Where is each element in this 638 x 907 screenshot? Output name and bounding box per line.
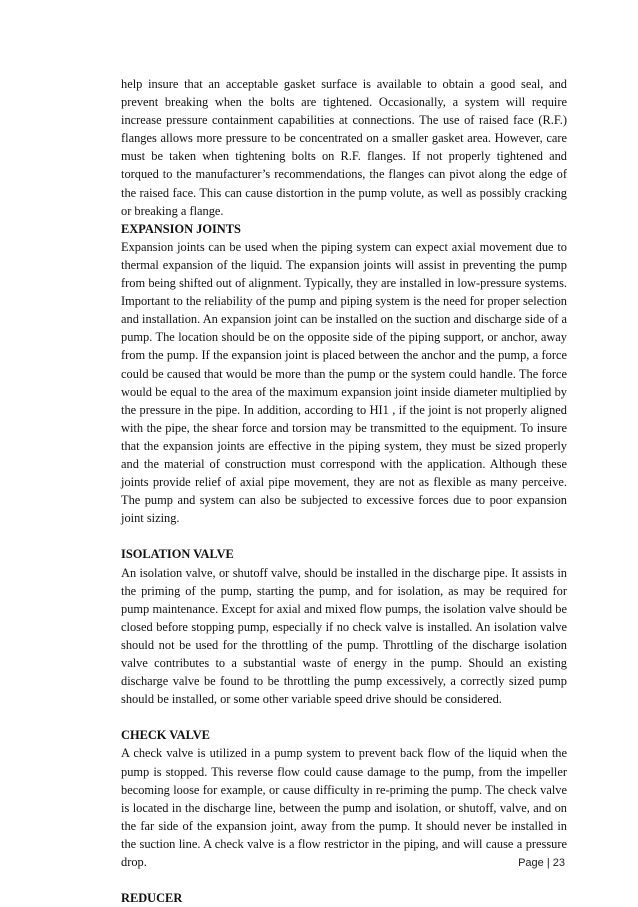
expansion-joints-heading: EXPANSION JOINTS — [121, 221, 241, 236]
isolation-valve-heading: ISOLATION VALVE — [121, 547, 234, 562]
isolation-valve-paragraph: An isolation valve, or shutoff valve, should be installed in the discharge pipe. It assists in the priming of the pump, starting the pump, and for isolation, as may be required for pump maintenance. Except for axial and mixed flow pumps, the isolation valve should be closed before stopping pump, especially if no check valve is installed. An isolation valve should not be used for the throttling of the pump. Throttling of the discharge isolation valve contributes to a substantial waste of energy in the pump. Should an existing discharge valve be found to be throttling the pump excessively, a correctly sized pump should be installed, or some other variable speed drive should be considered. — [121, 565, 567, 707]
section-spacer — [121, 708, 567, 726]
section-spacer — [121, 527, 567, 545]
check-valve-paragraph: A check valve is utilized in a pump system to prevent back flow of the liquid when the pump is stopped. This reverse flow could cause damage to the pump, from the impeller becoming loose for example, or cause difficulty in re-priming the pump. The check valve is located in the discharge line, between the pump and isolation, or shutoff, valve, and on the far side of the expansion joint, away from the pump. It should never be installed in the suction line. A check valve is a flow restrictor in the piping, and will cause a pressure drop. — [121, 746, 567, 870]
page-number: Page | 23 — [518, 857, 565, 869]
intro-paragraph: help insure that an acceptable gasket surface is available to obtain a good seal, and prevent breaking when the bolts are tightened. Occasionally, a system will require increase pressure containment capabilities at connections. The use of raised face (R.F.) flanges allows more pressure to be concentrated on a smaller gasket area. However, care must be taken when tightening bolts on R.F. flanges. If not properly tightened and torqued to the manufacturer’s recommendations, the flanges can pivot along the edge of the raised face. This can cause distortion in the pump volute, as well as possibly cracking or breaking a flange. — [121, 77, 567, 218]
section-spacer — [121, 871, 567, 889]
check-valve-heading: CHECK VALVE — [121, 728, 210, 743]
reducer-heading: REDUCER — [121, 891, 183, 906]
document-body — [121, 75, 567, 907]
expansion-joints-paragraph: Expansion joints can be used when the piping system can expect axial movement due to thermal expansion of the liquid. The expansion joints will assist in preventing the pump from being shifted out of alignment. Typically, they are installed in low-pressure systems. Important to the reliability of the pump and piping system is the need for proper selection and installation. An expansion joint can be installed on the suction and discharge side of a pump. The location should be on the opposite side of the piping support, or anchor, away from the pump. If the expansion joint is placed between the anchor and the pump, a force could be caused that would be more than the pump or the system could handle. The force would be equal to the area of the maximum expansion joint inside diameter multiplied by the pressure in the pipe. In addition, according to HI1 , if the joint is not properly aligned with the pipe, the shear force and torsion may be transmitted to the equipment. To insure that the expansion joints are effective in the piping system, they must be sized properly and the material of construction must correspond with the application. Although these joints provide relief of axial pipe movement, they are not as flexible as many perceive. The pump and system can also be subjected to excessive forces due to poor expansion joint sizing. — [121, 239, 567, 526]
